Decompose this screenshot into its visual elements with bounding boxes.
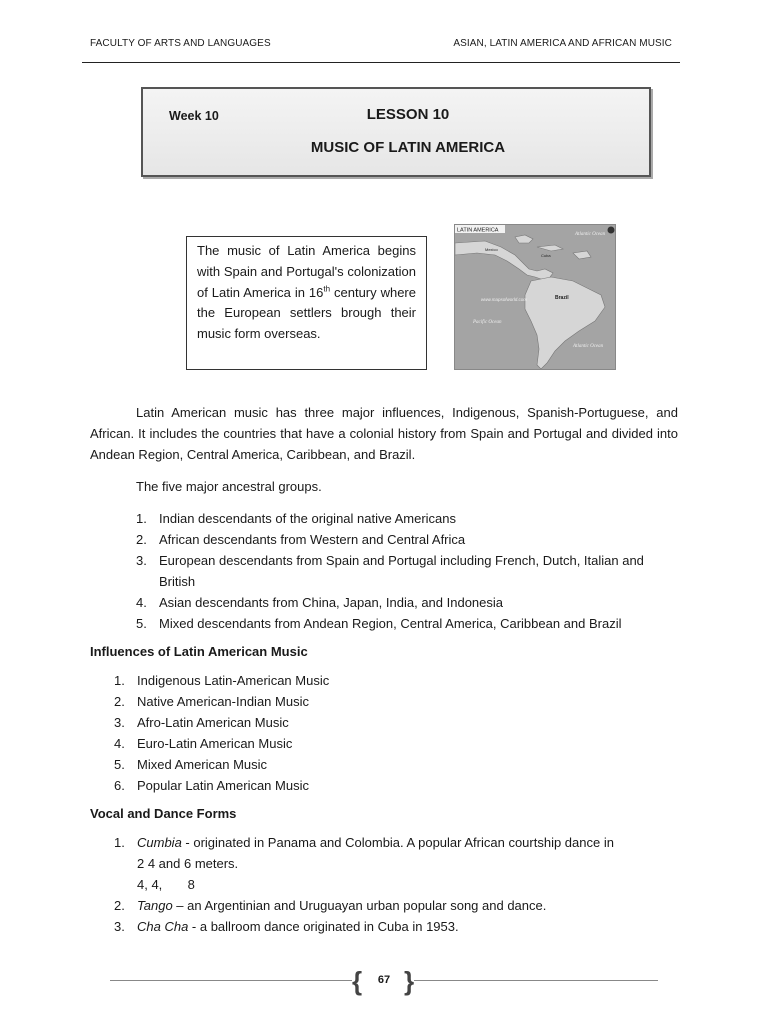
influences-heading: Influences of Latin American Music [90,644,308,659]
map-label-cuba: Cuba [541,253,551,258]
list-item [114,895,654,916]
list-item-text: Mixed descendants from Andean Region, Central America, Caribbean and Brazil [159,616,622,631]
list-item-text: Indigenous Latin-American Music [137,673,330,688]
footer-rule-left [110,980,352,981]
list-item-number: 6. [114,778,125,793]
lesson-title: MUSIC OF LATIN AMERICA [310,139,506,156]
term: Cha Cha [137,919,189,934]
lesson-number: LESSON 10 [366,106,450,123]
map-watermark: www.mapsofworld.com [481,297,528,302]
footer-bracket-right: } [404,966,415,996]
list-item-text: Indian descendants of the original native Americans [159,511,457,526]
intro-box [186,236,427,370]
map-ocean-atlantic-south: Atlantic Ocean [573,344,604,349]
list-item [114,691,594,712]
vocal-dance-heading: Vocal and Dance Forms [90,806,237,821]
footer-bracket-left: { [352,966,363,996]
list-item-text: Popular Latin American Music [137,778,309,793]
list-item [114,754,594,775]
term: Cumbia [137,835,182,850]
lesson-title-box [141,87,651,177]
list-item-text: - a ballroom dance originated in Cuba in 1953. [188,919,459,934]
meter-line: 2 4 and 6 meters. [137,856,239,871]
map-ocean-pacific: Pacific Ocean [473,320,502,325]
list-item-number: 1. [114,673,125,688]
list-item-number: 3. [114,919,125,934]
header-right: ASIAN, LATIN AMERICA AND AFRICAN MUSIC [453,38,672,49]
list-item-number: 2. [136,532,147,547]
map-label-mexico: Mexico [485,247,498,252]
list-item-text: European descendants from Spain and Portugal including French, Dutch, Italian and British [159,553,644,589]
list-item-number: 1. [114,835,125,850]
list-item [136,550,678,592]
week-label: Week 10 [169,109,219,123]
list-item [136,508,678,529]
map-title: LATIN AMERICA [457,227,499,234]
ancestral-groups-intro: The five major ancestral groups. [136,479,322,494]
latin-america-map [454,224,616,370]
vocal-dance-list [114,832,654,937]
term: Tango [137,898,173,913]
list-item-text: African descendants from Western and Central Africa [159,532,466,547]
list-item-number: 5. [136,616,147,631]
list-item [114,775,594,796]
list-item [136,592,678,613]
list-item-text: Euro-Latin American Music [137,736,293,751]
intro-text-a: The music of Latin America begins with Spain and Portugal's colonization of Latin America in 16 [197,243,416,300]
map-graphic [455,225,616,370]
intro-sup: th [323,284,331,294]
map-ocean-atlantic-north: Atlantic Ocean [575,232,606,237]
list-item-number: 5. [114,757,125,772]
list-item-number: 3. [136,553,147,568]
list-item [136,613,678,634]
meter-line: 4, 4, 8 [137,877,195,892]
intro-paragraph: Latin American music has three major influences, Indigenous, Spanish-Portuguese, and African. It includes the countries that have a colonial history from Spain and Portugal and divided into Andean Region, Central America, Caribbean, and Brazil. [90,405,678,462]
footer-rule-right [414,980,658,981]
list-item-text: Native American-Indian Music [137,694,309,709]
header-rule [82,62,680,63]
list-item-text: Mixed American Music [137,757,268,772]
list-item [114,712,594,733]
list-item [136,529,678,550]
list-item-text: - originated in Panama and Colombia. A popular African courtship dance in [181,835,614,850]
list-item-number: 4. [114,736,125,751]
list-item-number: 2. [114,694,125,709]
list-item [114,832,654,895]
intro-text-b: century where the European settlers brough their music form overseas. [197,284,416,342]
list-item-number: 3. [114,715,125,730]
list-item-number: 4. [136,595,147,610]
influences-list [114,670,594,796]
list-item-text: – an Argentinian and Uruguayan urban popular song and dance. [172,898,547,913]
list-item [114,916,654,937]
header-left: FACULTY OF ARTS AND LANGUAGES [90,38,271,49]
list-item-text: Afro-Latin American Music [137,715,289,730]
list-item [114,733,594,754]
map-label-brazil: Brazil [555,295,569,301]
list-item-number: 2. [114,898,125,913]
ancestral-groups-list [136,508,678,634]
page-number: 67 [377,974,391,986]
list-item-text: Asian descendants from China, Japan, India, and Indonesia [159,595,504,610]
list-item [114,670,594,691]
list-item-number: 1. [136,511,147,526]
